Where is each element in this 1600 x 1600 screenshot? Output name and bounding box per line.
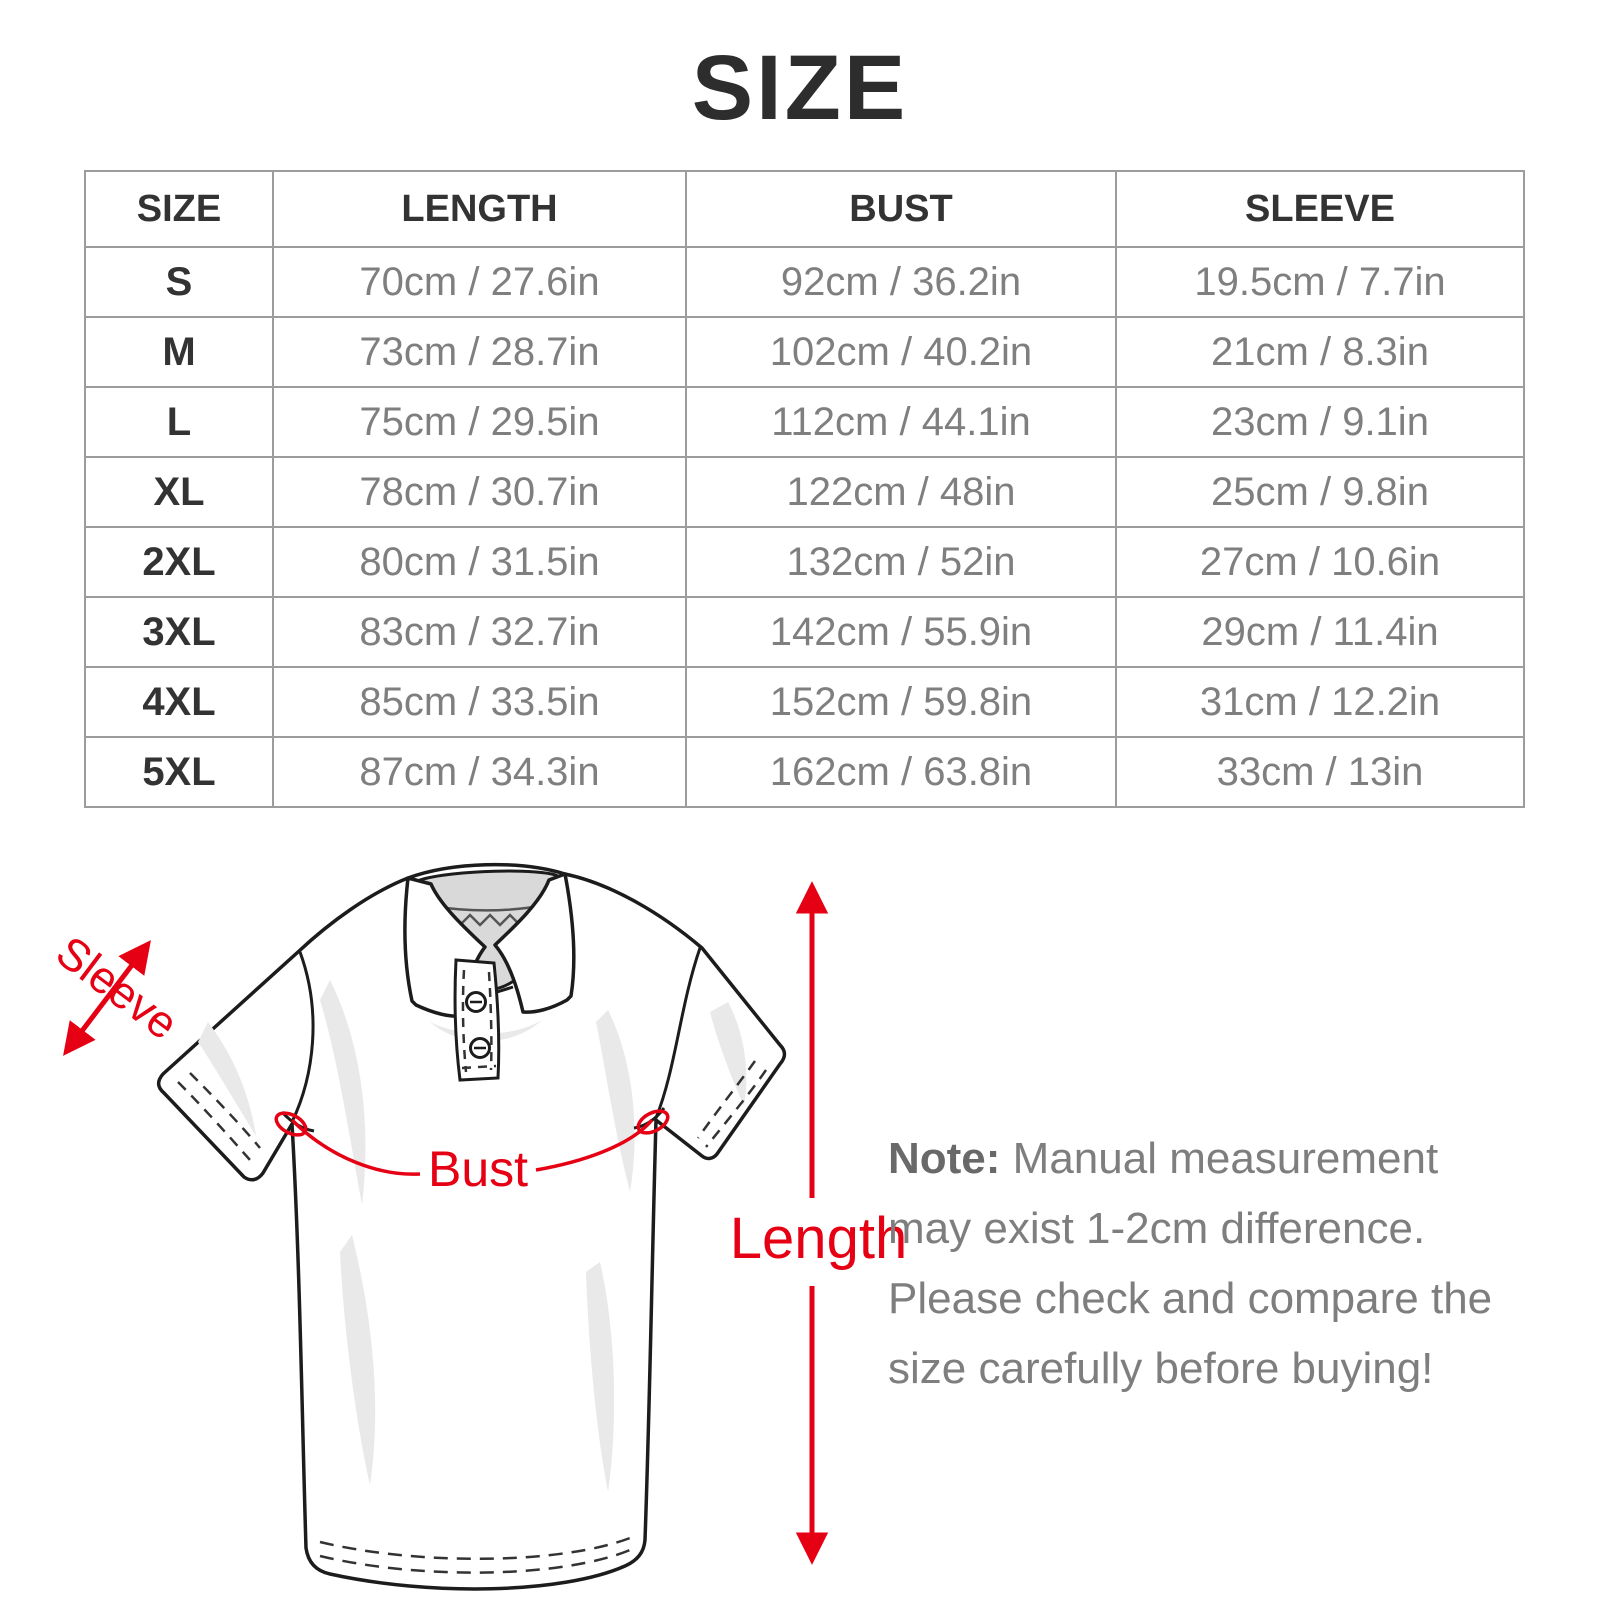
size-value: 5XL	[85, 737, 273, 807]
sleeve-value: 21cm / 8.3in	[1116, 317, 1524, 387]
bust-value: 92cm / 36.2in	[686, 247, 1116, 317]
length-value: 70cm / 27.6in	[273, 247, 686, 317]
length-value: 87cm / 34.3in	[273, 737, 686, 807]
note-text: Manual measurement may exist 1-2cm difference. Please check and compare the size carefully before buying!	[888, 1134, 1493, 1393]
size-value: 2XL	[85, 527, 273, 597]
sleeve-value: 19.5cm / 7.7in	[1116, 247, 1524, 317]
length-value: 78cm / 30.7in	[273, 457, 686, 527]
bust-value: 132cm / 52in	[686, 527, 1116, 597]
bust-value: 142cm / 55.9in	[686, 597, 1116, 667]
col-header-bust: BUST	[686, 171, 1116, 247]
length-value: 73cm / 28.7in	[273, 317, 686, 387]
bust-value: 122cm / 48in	[686, 457, 1116, 527]
length-value: 75cm / 29.5in	[273, 387, 686, 457]
sleeve-value: 33cm / 13in	[1116, 737, 1524, 807]
polo-shirt-illustration	[159, 865, 785, 1589]
sleeve-value: 25cm / 9.8in	[1116, 457, 1524, 527]
measurement-note	[888, 1124, 1513, 1404]
sleeve-value: 29cm / 11.4in	[1116, 597, 1524, 667]
sleeve-value: 27cm / 10.6in	[1116, 527, 1524, 597]
size-value: XL	[85, 457, 273, 527]
col-header-size: SIZE	[85, 171, 273, 247]
note-label: Note:	[888, 1134, 1001, 1183]
sleeve-value: 31cm / 12.2in	[1116, 667, 1524, 737]
col-header-sleeve: SLEEVE	[1116, 171, 1524, 247]
bust-measure-label: Bust	[427, 1141, 529, 1197]
length-value: 80cm / 31.5in	[273, 527, 686, 597]
size-value: 3XL	[85, 597, 273, 667]
length-measure-label: Length	[729, 1206, 908, 1271]
page-title: SIZE	[691, 37, 909, 139]
size-value: L	[85, 387, 273, 457]
bust-value: 162cm / 63.8in	[686, 737, 1116, 807]
bust-value: 102cm / 40.2in	[686, 317, 1116, 387]
size-value: S	[85, 247, 273, 317]
bust-value: 152cm / 59.8in	[686, 667, 1116, 737]
length-value: 85cm / 33.5in	[273, 667, 686, 737]
sleeve-measure-label: Sleeve	[47, 925, 188, 1050]
size-value: M	[85, 317, 273, 387]
bust-value: 112cm / 44.1in	[686, 387, 1116, 457]
length-value: 83cm / 32.7in	[273, 597, 686, 667]
size-value: 4XL	[85, 667, 273, 737]
sleeve-value: 23cm / 9.1in	[1116, 387, 1524, 457]
col-header-length: LENGTH	[273, 171, 686, 247]
